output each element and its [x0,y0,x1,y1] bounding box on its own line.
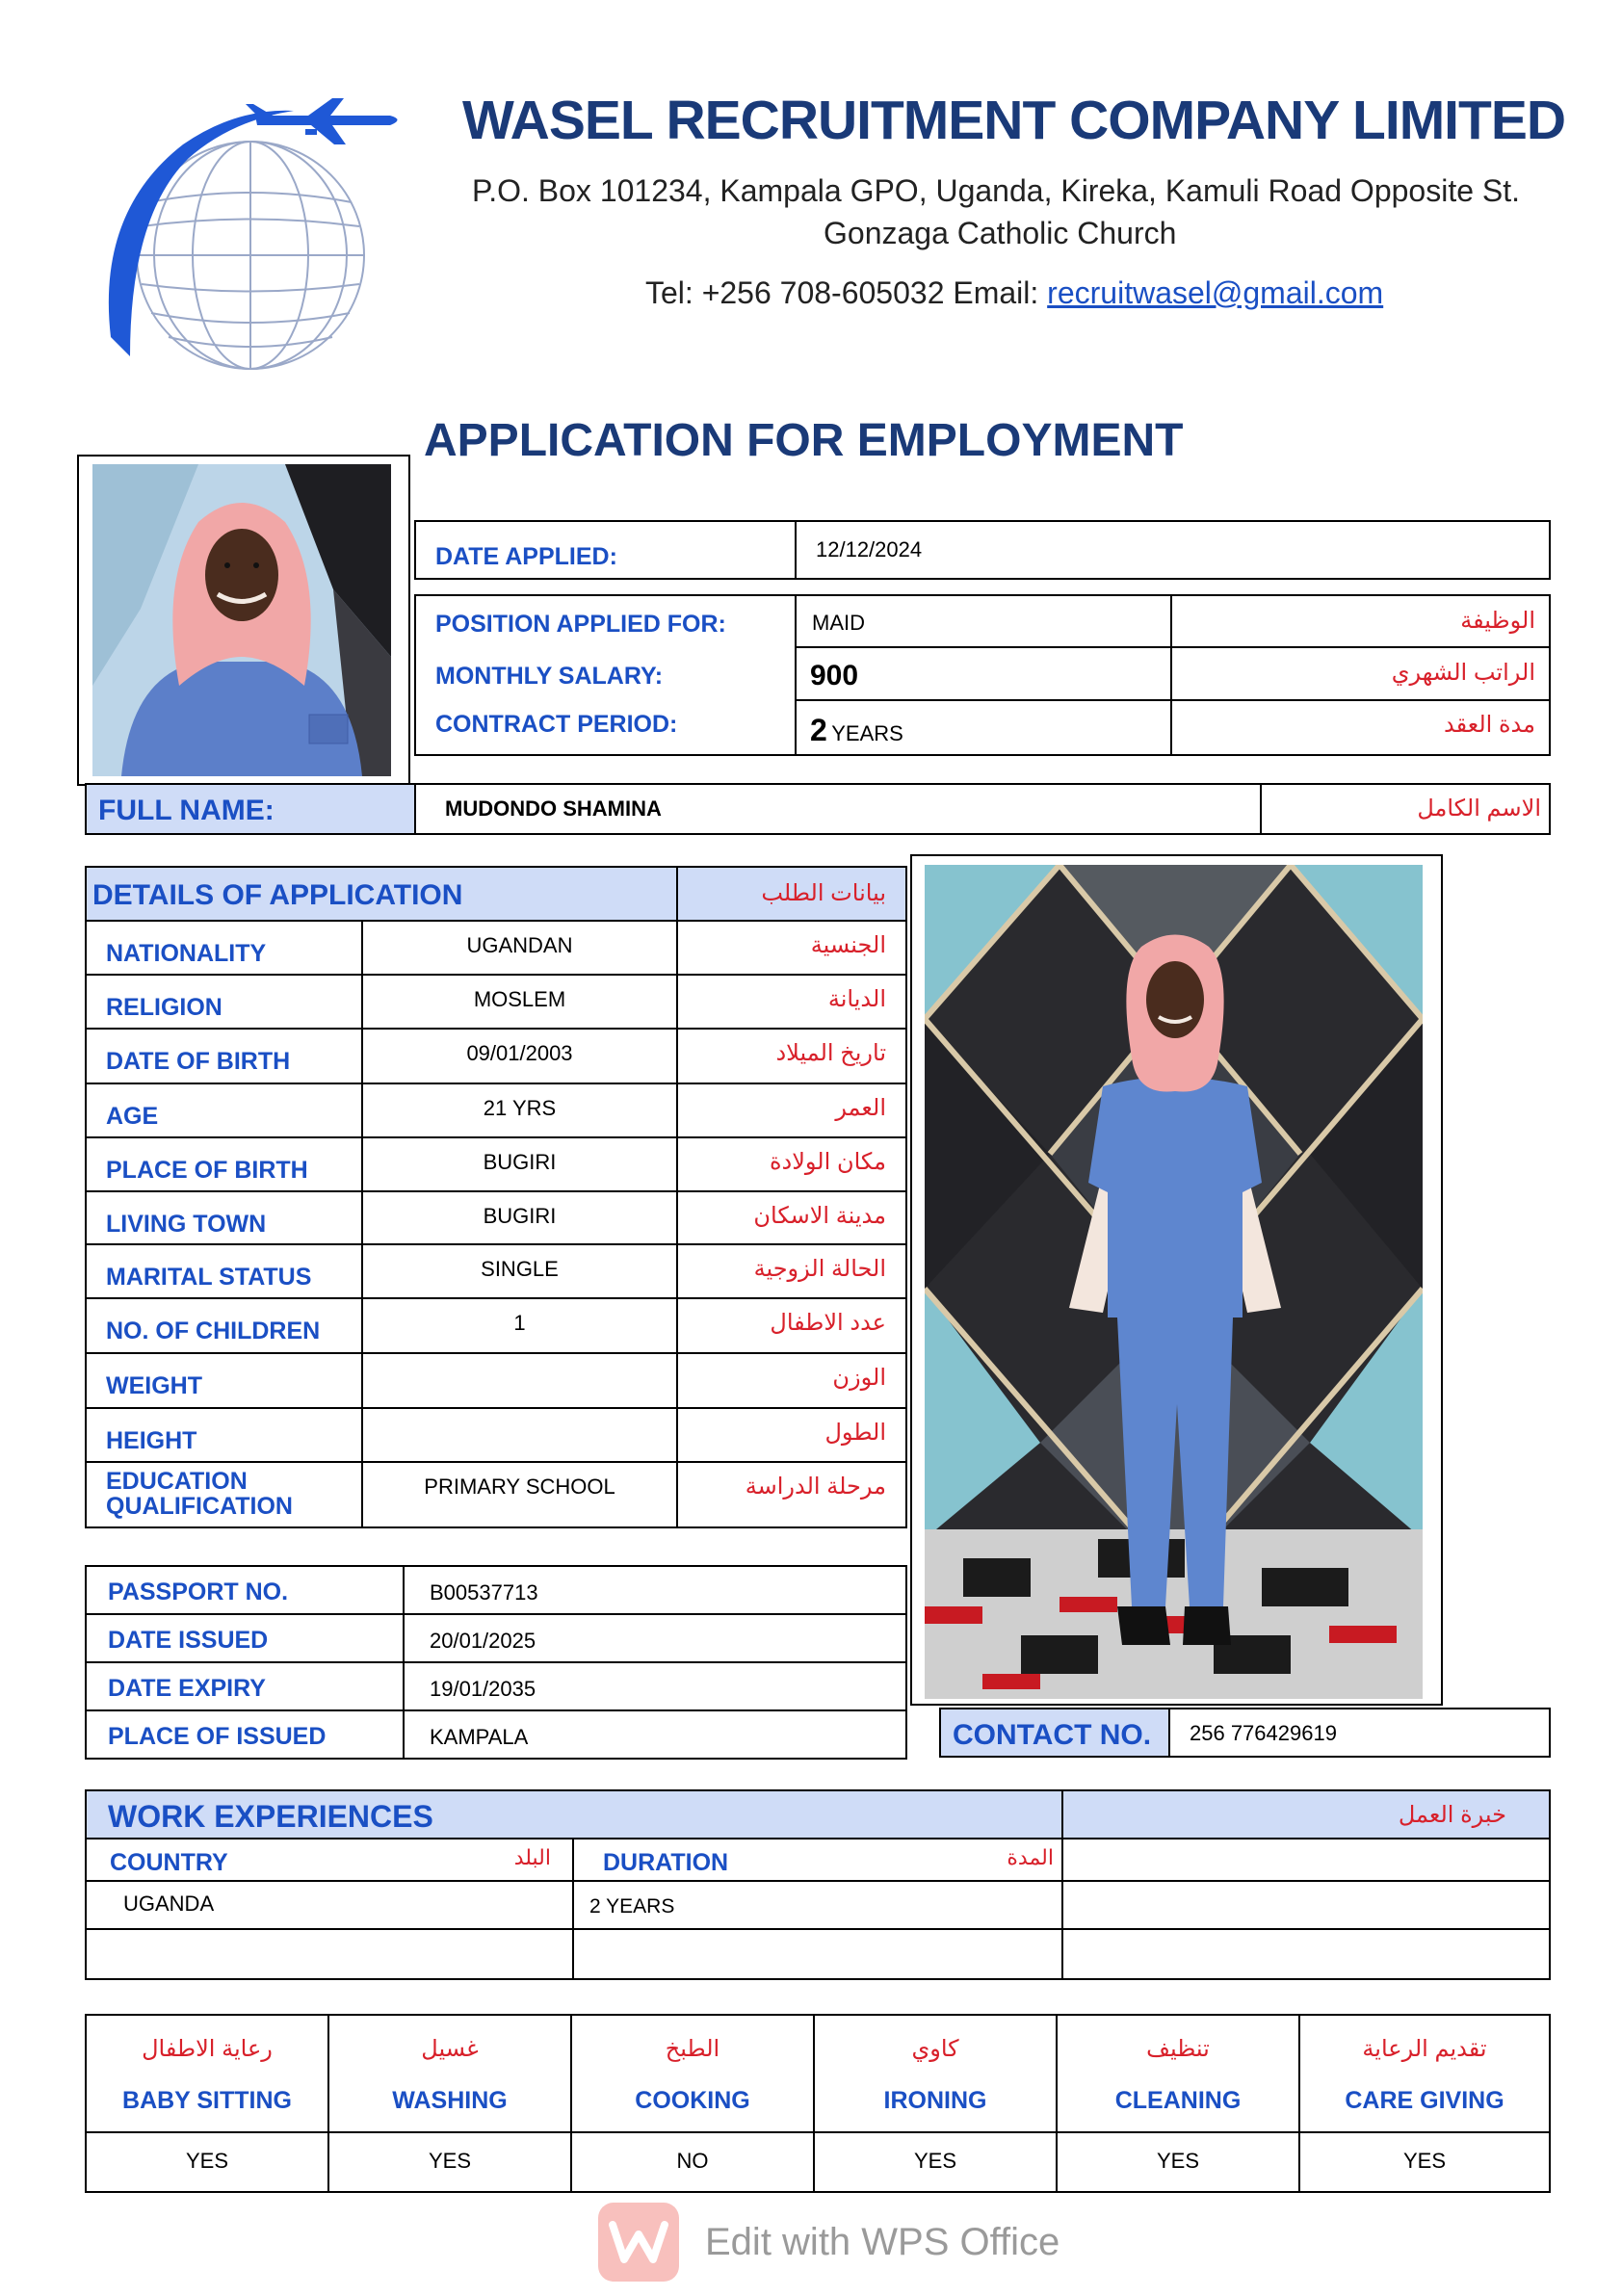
skill-value-cell [85,2131,329,2193]
skill-label: COOKING [635,2087,750,2114]
details-row-arabic: تاريخ الميلاد [775,1040,886,1066]
position-label: POSITION APPLIED FOR: [435,611,726,638]
details-header: DETAILS OF APPLICATION [92,879,463,911]
work-row [85,1928,574,1980]
company-contact-line [645,275,1609,311]
details-row-label: NO. OF CHILDREN [106,1318,321,1344]
skill-header-cell [85,2014,329,2133]
details-row-arabic: الوزن [832,1365,886,1391]
passport-value-cell [403,1565,907,1615]
contract-period-label: CONTRACT PERIOD: [435,711,678,738]
details-arabic-cell [676,1407,907,1463]
work-header-arabic-cell [1061,1789,1551,1839]
contract-period-value [810,713,903,748]
skill-header-cell [570,2014,815,2133]
passport-row-label: DATE EXPIRY [108,1675,266,1702]
details-row-label: EDUCATION QUALIFICATION [106,1468,293,1520]
document-title: APPLICATION FOR EMPLOYMENT [424,415,1184,466]
work-row [572,1928,1063,1980]
passport-value-cell [403,1613,907,1663]
skill-arabic-label: تنظيف [1146,2036,1210,2062]
details-arabic-cell [676,1028,907,1084]
skill-label: WASHING [392,2087,508,2114]
work-duration-label: DURATION [603,1849,729,1876]
wps-watermark-text: Edit with WPS Office [705,2221,1060,2263]
full-name-arabic-label: الاسم الكامل [1417,796,1541,822]
details-row-label: MARITAL STATUS [106,1264,312,1291]
full-name-arabic-cell [1260,783,1551,835]
contract-period-unit: YEARS [831,721,903,745]
details-row-value: BUGIRI [483,1204,557,1228]
details-row-label: DATE OF BIRTH [106,1048,291,1075]
globe-airplane-icon [92,96,409,376]
skill-label: CLEANING [1114,2087,1242,2114]
details-row-arabic: مكان الولادة [769,1149,886,1175]
skills-table [85,2014,1551,2193]
details-label-cell [85,1297,363,1354]
details-row-label: RELIGION [106,994,222,1021]
details-arabic-cell [676,1352,907,1409]
skill-value: YES [428,2149,472,2173]
work-duration-arabic: المدة [1007,1845,1054,1869]
passport-label-cell [85,1565,405,1615]
wps-logo-icon [597,2202,680,2283]
full-name-label-cell [85,783,416,835]
details-label-cell [85,974,363,1030]
details-row-label: WEIGHT [106,1372,202,1399]
details-value-cell [361,1407,678,1463]
skill-arabic-label: كاوي [911,2036,959,2062]
monthly-salary-arabic-label: الراتب الشهري [1391,660,1535,686]
passport-value-cell [403,1709,907,1760]
details-row-arabic: الطول [824,1420,886,1446]
skill-label: BABY SITTING [122,2087,292,2114]
passport-label-cell [85,1661,405,1711]
details-row-value: MOSLEM [473,987,566,1011]
details-row-label: NATIONALITY [106,940,267,967]
details-label-cell [85,920,363,976]
passport-row-label: PLACE OF ISSUED [108,1723,327,1750]
details-arabic-cell [676,1136,907,1192]
details-row-value: BUGIRI [483,1150,557,1174]
details-value-cell [361,1190,678,1245]
details-row-arabic: مرحلة الدراسة [745,1474,886,1500]
details-arabic-cell [676,920,907,976]
monthly-salary-value: 900 [810,660,859,691]
skill-label: CARE GIVING [1345,2087,1504,2114]
work-duration-value: 2 YEARS [589,1895,675,1918]
skill-header-cell [1298,2014,1551,2133]
passport-label-cell [85,1709,405,1760]
row-divider [795,646,1551,648]
work-empty-header-cell [1061,1838,1551,1882]
details-value-cell [361,1028,678,1084]
details-row-value: PRIMARY SCHOOL [424,1474,615,1499]
skill-value-cell [813,2131,1058,2193]
passport-row-value: 20/01/2025 [430,1629,536,1653]
work-country-arabic: البلد [513,1845,551,1869]
details-label-cell [85,1407,363,1463]
details-arabic-cell [676,974,907,1030]
passport-table [85,1565,907,1758]
details-row-label: AGE [106,1103,159,1130]
position-arabic-label: الوظيفة [1460,608,1535,634]
passport-row-label: DATE ISSUED [108,1627,269,1654]
details-value-cell [361,1352,678,1409]
full-body-photo [925,865,1423,1699]
work-header-arabic: خبرة العمل [1398,1802,1506,1828]
skill-value-cell [1298,2131,1551,2193]
skill-value-cell [570,2131,815,2193]
details-value-cell [361,1083,678,1138]
passport-row-value: KAMPALA [430,1725,529,1749]
date-applied-value-cell [795,520,1551,580]
date-applied-value: 12/12/2024 [816,537,923,561]
work-row [572,1880,1063,1930]
details-arabic-cell [676,1297,907,1354]
details-label-cell [85,1461,363,1528]
details-value-cell [361,920,678,976]
details-value-cell [361,974,678,1030]
contact-value: 256 776429619 [1190,1721,1337,1745]
details-row-arabic: مدينة الاسكان [753,1203,886,1229]
passport-value-cell [403,1661,907,1711]
date-applied-label-cell [414,520,797,580]
work-duration-header-cell [572,1838,1063,1882]
skill-arabic-label: الطبخ [665,2036,720,2062]
work-country-value: UGANDA [123,1892,215,1916]
details-header-cell [85,866,678,922]
details-label-cell [85,1190,363,1245]
date-applied-label: DATE APPLIED: [435,543,617,570]
passport-row-value: 19/01/2035 [430,1677,536,1701]
details-row-arabic: الحالة الزوجية [753,1256,886,1282]
monthly-salary-label: MONTHLY SALARY: [435,663,664,690]
skill-value: YES [913,2149,957,2173]
details-row-label: HEIGHT [106,1427,197,1454]
details-header-arabic: بيانات الطلب [761,880,886,906]
passport-label-cell [85,1613,405,1663]
details-arabic-cell [676,1190,907,1245]
details-value-cell [361,1297,678,1354]
company-address-line1: P.O. Box 101234, Kampala GPO, Uganda, Kireka, Kamuli Road Opposite St. [472,173,1521,208]
full-name-label: FULL NAME: [98,795,275,826]
portrait-photo [92,464,391,776]
details-table [85,866,907,1528]
position-value: MAID [812,611,865,635]
skill-header-cell [1056,2014,1300,2133]
details-arabic-cell [676,1243,907,1299]
details-row-arabic: العمر [835,1095,886,1121]
work-header: WORK EXPERIENCES [108,1799,433,1834]
details-row-arabic: عدد الاطفال [770,1310,886,1336]
details-row-value: 21 YRS [483,1096,557,1120]
skill-header-cell [327,2014,572,2133]
company-name: WASEL RECRUITMENT COMPANY LIMITED [462,90,1566,151]
contract-period-number: 2 [810,713,827,747]
details-row-arabic: الجنسية [810,932,886,958]
work-row [1061,1880,1551,1930]
details-label-cell [85,1083,363,1138]
skill-label: IRONING [883,2087,987,2114]
telephone-text: Tel: +256 708-605032 Email: [645,275,1048,310]
work-header-cell [85,1789,1063,1839]
company-address-line2: Gonzaga Catholic Church [824,216,1177,250]
contact-label: CONTACT NO. [953,1719,1152,1751]
details-label-cell [85,1352,363,1409]
skill-arabic-label: غسيل [421,2036,479,2062]
skill-arabic-label: تقديم الرعاية [1362,2036,1487,2062]
full-name-value-cell [414,783,1262,835]
wps-watermark [597,2202,1079,2283]
contract-period-arabic-label: مدة العقد [1444,712,1535,738]
details-label-cell [85,1028,363,1084]
skill-value: NO [676,2149,709,2173]
skill-value: YES [1156,2149,1200,2173]
work-country-header-cell [85,1838,574,1882]
skill-arabic-label: رعاية الاطفال [142,2036,273,2062]
full-name-value: MUDONDO SHAMINA [445,796,662,821]
skill-value: YES [1402,2149,1447,2173]
skill-value-cell [327,2131,572,2193]
company-logo [92,96,409,376]
row-divider [795,699,1551,701]
contact-value-cell [1168,1708,1551,1758]
details-row-arabic: الديانة [827,986,886,1012]
details-header-arabic-cell [676,866,907,922]
details-arabic-cell [676,1083,907,1138]
details-row-label: PLACE OF BIRTH [106,1157,308,1184]
details-value-cell [361,1136,678,1192]
details-row-label: LIVING TOWN [106,1211,267,1238]
work-experience-table [85,1789,1551,1980]
details-row-value: UGANDAN [466,933,573,957]
details-row-value: 1 [513,1311,526,1335]
details-value-cell [361,1243,678,1299]
work-row [85,1880,574,1930]
passport-row-label: PASSPORT NO. [108,1578,289,1605]
passport-row-value: B00537713 [430,1580,538,1605]
details-value-cell [361,1461,678,1528]
skill-value: YES [185,2149,229,2173]
work-country-label: COUNTRY [110,1849,228,1876]
email-link[interactable]: recruitwasel@gmail.com [1047,275,1384,310]
details-row-value: SINGLE [481,1257,559,1281]
details-label-cell [85,1136,363,1192]
skill-value-cell [1056,2131,1300,2193]
contact-label-cell [939,1708,1170,1758]
work-row [1061,1928,1551,1980]
details-arabic-cell [676,1461,907,1528]
skill-header-cell [813,2014,1058,2133]
details-label-cell [85,1243,363,1299]
details-row-value: 09/01/2003 [466,1041,573,1065]
